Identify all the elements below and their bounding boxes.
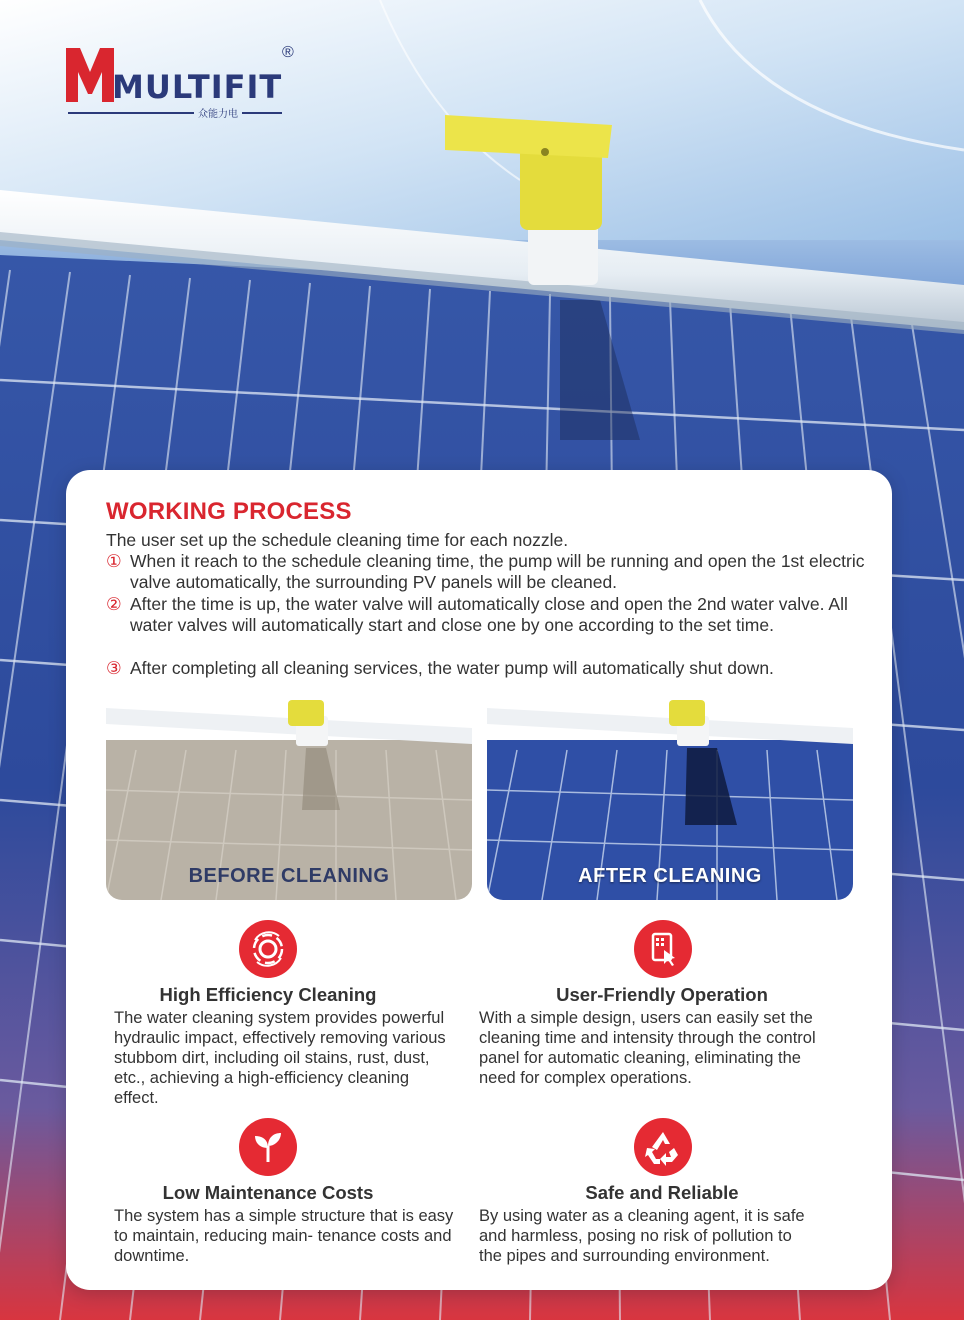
feature-title-operation: User-Friendly Operation	[556, 984, 768, 1005]
before-cleaning-label: BEFORE CLEANING	[188, 865, 390, 887]
after-cleaning-label: AFTER CLEANING	[578, 865, 762, 887]
feature-desc-safety: By using water as a cleaning agent, it is safe and harmless, posing no risk of pollution to the pipes and surrounding environment.	[479, 1207, 805, 1265]
feature-title-safety: Safe and Reliable	[585, 1182, 739, 1203]
step-text: When it reach to the schedule cleaning time, the pump will be running and open the 1st electric valve automatically, the surrounding PV panels will be cleaned.	[130, 551, 865, 592]
working-process-title: WORKING PROCESS	[106, 498, 352, 525]
brand-subtitle: 众能力电	[198, 109, 238, 120]
process-step-3	[106, 658, 866, 679]
brand-name: MULTIFIT	[112, 68, 283, 106]
process-step-2	[106, 594, 866, 636]
recycle-icon	[634, 1118, 692, 1176]
feature-desc-efficiency: The water cleaning system provides powerful hydraulic impact, effectively removing various stubbom dirt, including oil stains, rust, dust, etc., achieving a high-efficiency cleaning effect.	[114, 1009, 446, 1107]
feature-desc-maintenance: The system has a simple structure that is easy to maintain, reducing main- tenance costs and downtime.	[114, 1207, 454, 1265]
logo-underline	[68, 112, 194, 114]
logo-underline-right	[242, 112, 282, 114]
multifit-logo	[66, 42, 298, 122]
step-number: ②	[106, 594, 122, 614]
content-card	[66, 470, 892, 1290]
before-cleaning-photo	[106, 700, 472, 900]
process-step-1	[106, 551, 866, 593]
working-process-intro: The user set up the schedule cleaning time for each nozzle.	[106, 530, 569, 550]
leaf-sprout-icon	[239, 1118, 297, 1176]
step-text: After the time is up, the water valve will automatically close and open the 2nd water valve. All water valves will automatically start and close one by one according to the set time.	[130, 594, 848, 635]
feature-desc-operation: With a simple design, users can easily set the cleaning time and intensity through the control panel for automatic cleaning, eliminating the need for complex operations.	[479, 1009, 816, 1087]
gear-cycle-icon	[239, 920, 297, 978]
touch-panel-icon	[634, 920, 692, 978]
feature-title-maintenance: Low Maintenance Costs	[162, 1182, 374, 1203]
feature-title-efficiency: High Efficiency Cleaning	[159, 984, 377, 1005]
registered-mark: ®	[282, 44, 294, 61]
after-cleaning-photo	[487, 700, 853, 900]
step-number: ③	[106, 658, 122, 678]
step-number: ①	[106, 551, 122, 571]
step-text: After completing all cleaning services, the water pump will automatically shut down.	[130, 658, 774, 678]
